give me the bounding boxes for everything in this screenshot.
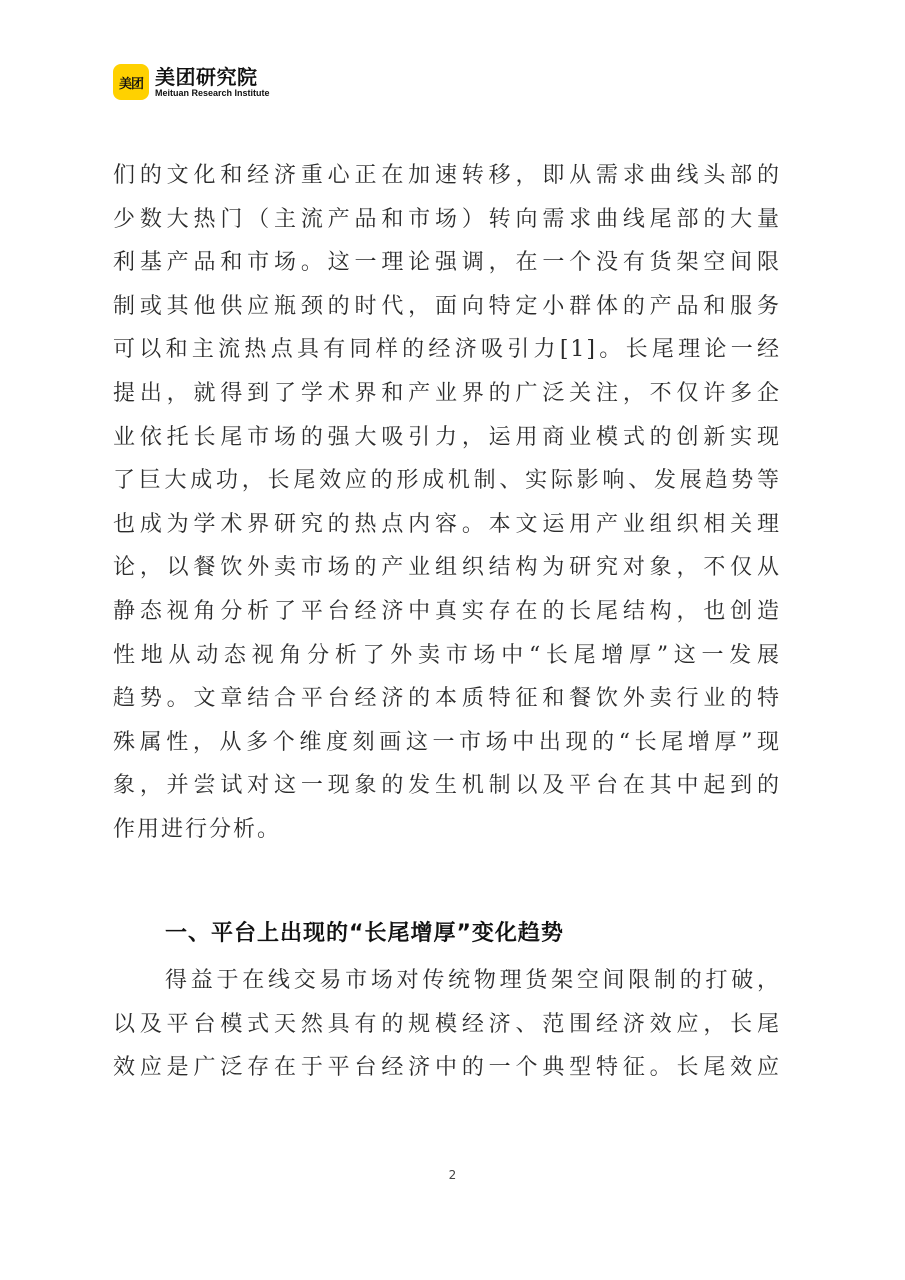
body-line: 性地从动态视角分析了外卖市场中“长尾增厚”这一发展 xyxy=(113,642,781,668)
body-line: 象，并尝试对这一现象的发生机制以及平台在其中起到的 xyxy=(113,773,781,799)
body-line: 了巨大成功，长尾效应的形成机制、实际影响、发展趋势等 xyxy=(113,468,781,494)
section-line: 以及平台模式天然具有的规模经济、范围经济效应，长尾 xyxy=(113,1011,781,1037)
body-line: 利基产品和市场。这一理论强调，在一个没有货架空间限 xyxy=(113,250,781,276)
body-line: 可以和主流热点具有同样的经济吸引力[1]。长尾理论一经 xyxy=(113,337,781,363)
page-number: 2 xyxy=(448,1168,457,1182)
section-line: 效应是广泛存在于平台经济中的一个典型特征。长尾效应 xyxy=(113,1055,781,1081)
logo-badge: 美团 xyxy=(113,64,149,100)
body-line: 少数大热门（主流产品和市场）转向需求曲线尾部的大量 xyxy=(113,206,781,232)
body-line: 作用进行分析。 xyxy=(113,816,282,842)
body-line: 也成为学术界研究的热点内容。本文运用产业组织相关理 xyxy=(113,511,781,537)
section-line: 得益于在线交易市场对传统物理货架空间限制的打破， xyxy=(165,968,781,993)
logo-text xyxy=(155,66,270,99)
meituan-logo xyxy=(113,64,270,100)
logo-title-cn: 美团研究院 xyxy=(155,64,258,89)
body-line: 制或其他供应瓶颈的时代，面向特定小群体的产品和服务 xyxy=(113,293,781,319)
body-line: 趋势。文章结合平台经济的本质特征和餐饮外卖行业的特 xyxy=(113,686,781,712)
section-heading: 一、平台上出现的“长尾增厚”变化趋势 xyxy=(165,921,564,946)
body-line: 提出，就得到了学术界和产业界的广泛关注，不仅许多企 xyxy=(113,380,781,406)
body-line: 静态视角分析了平台经济中真实存在的长尾结构，也创造 xyxy=(113,598,781,624)
body-line: 论，以餐饮外卖市场的产业组织结构为研究对象，不仅从 xyxy=(113,555,781,581)
logo-title-en: Meituan Research Institute xyxy=(155,87,270,98)
body-line: 殊属性，从多个维度刻画这一市场中出现的“长尾增厚”现 xyxy=(113,729,781,755)
body-line: 们的文化和经济重心正在加速转移，即从需求曲线头部的 xyxy=(113,163,781,188)
body-text xyxy=(113,154,781,852)
body-line: 业依托长尾市场的强大吸引力，运用商业模式的创新实现 xyxy=(113,424,781,450)
section-body xyxy=(113,959,781,1090)
